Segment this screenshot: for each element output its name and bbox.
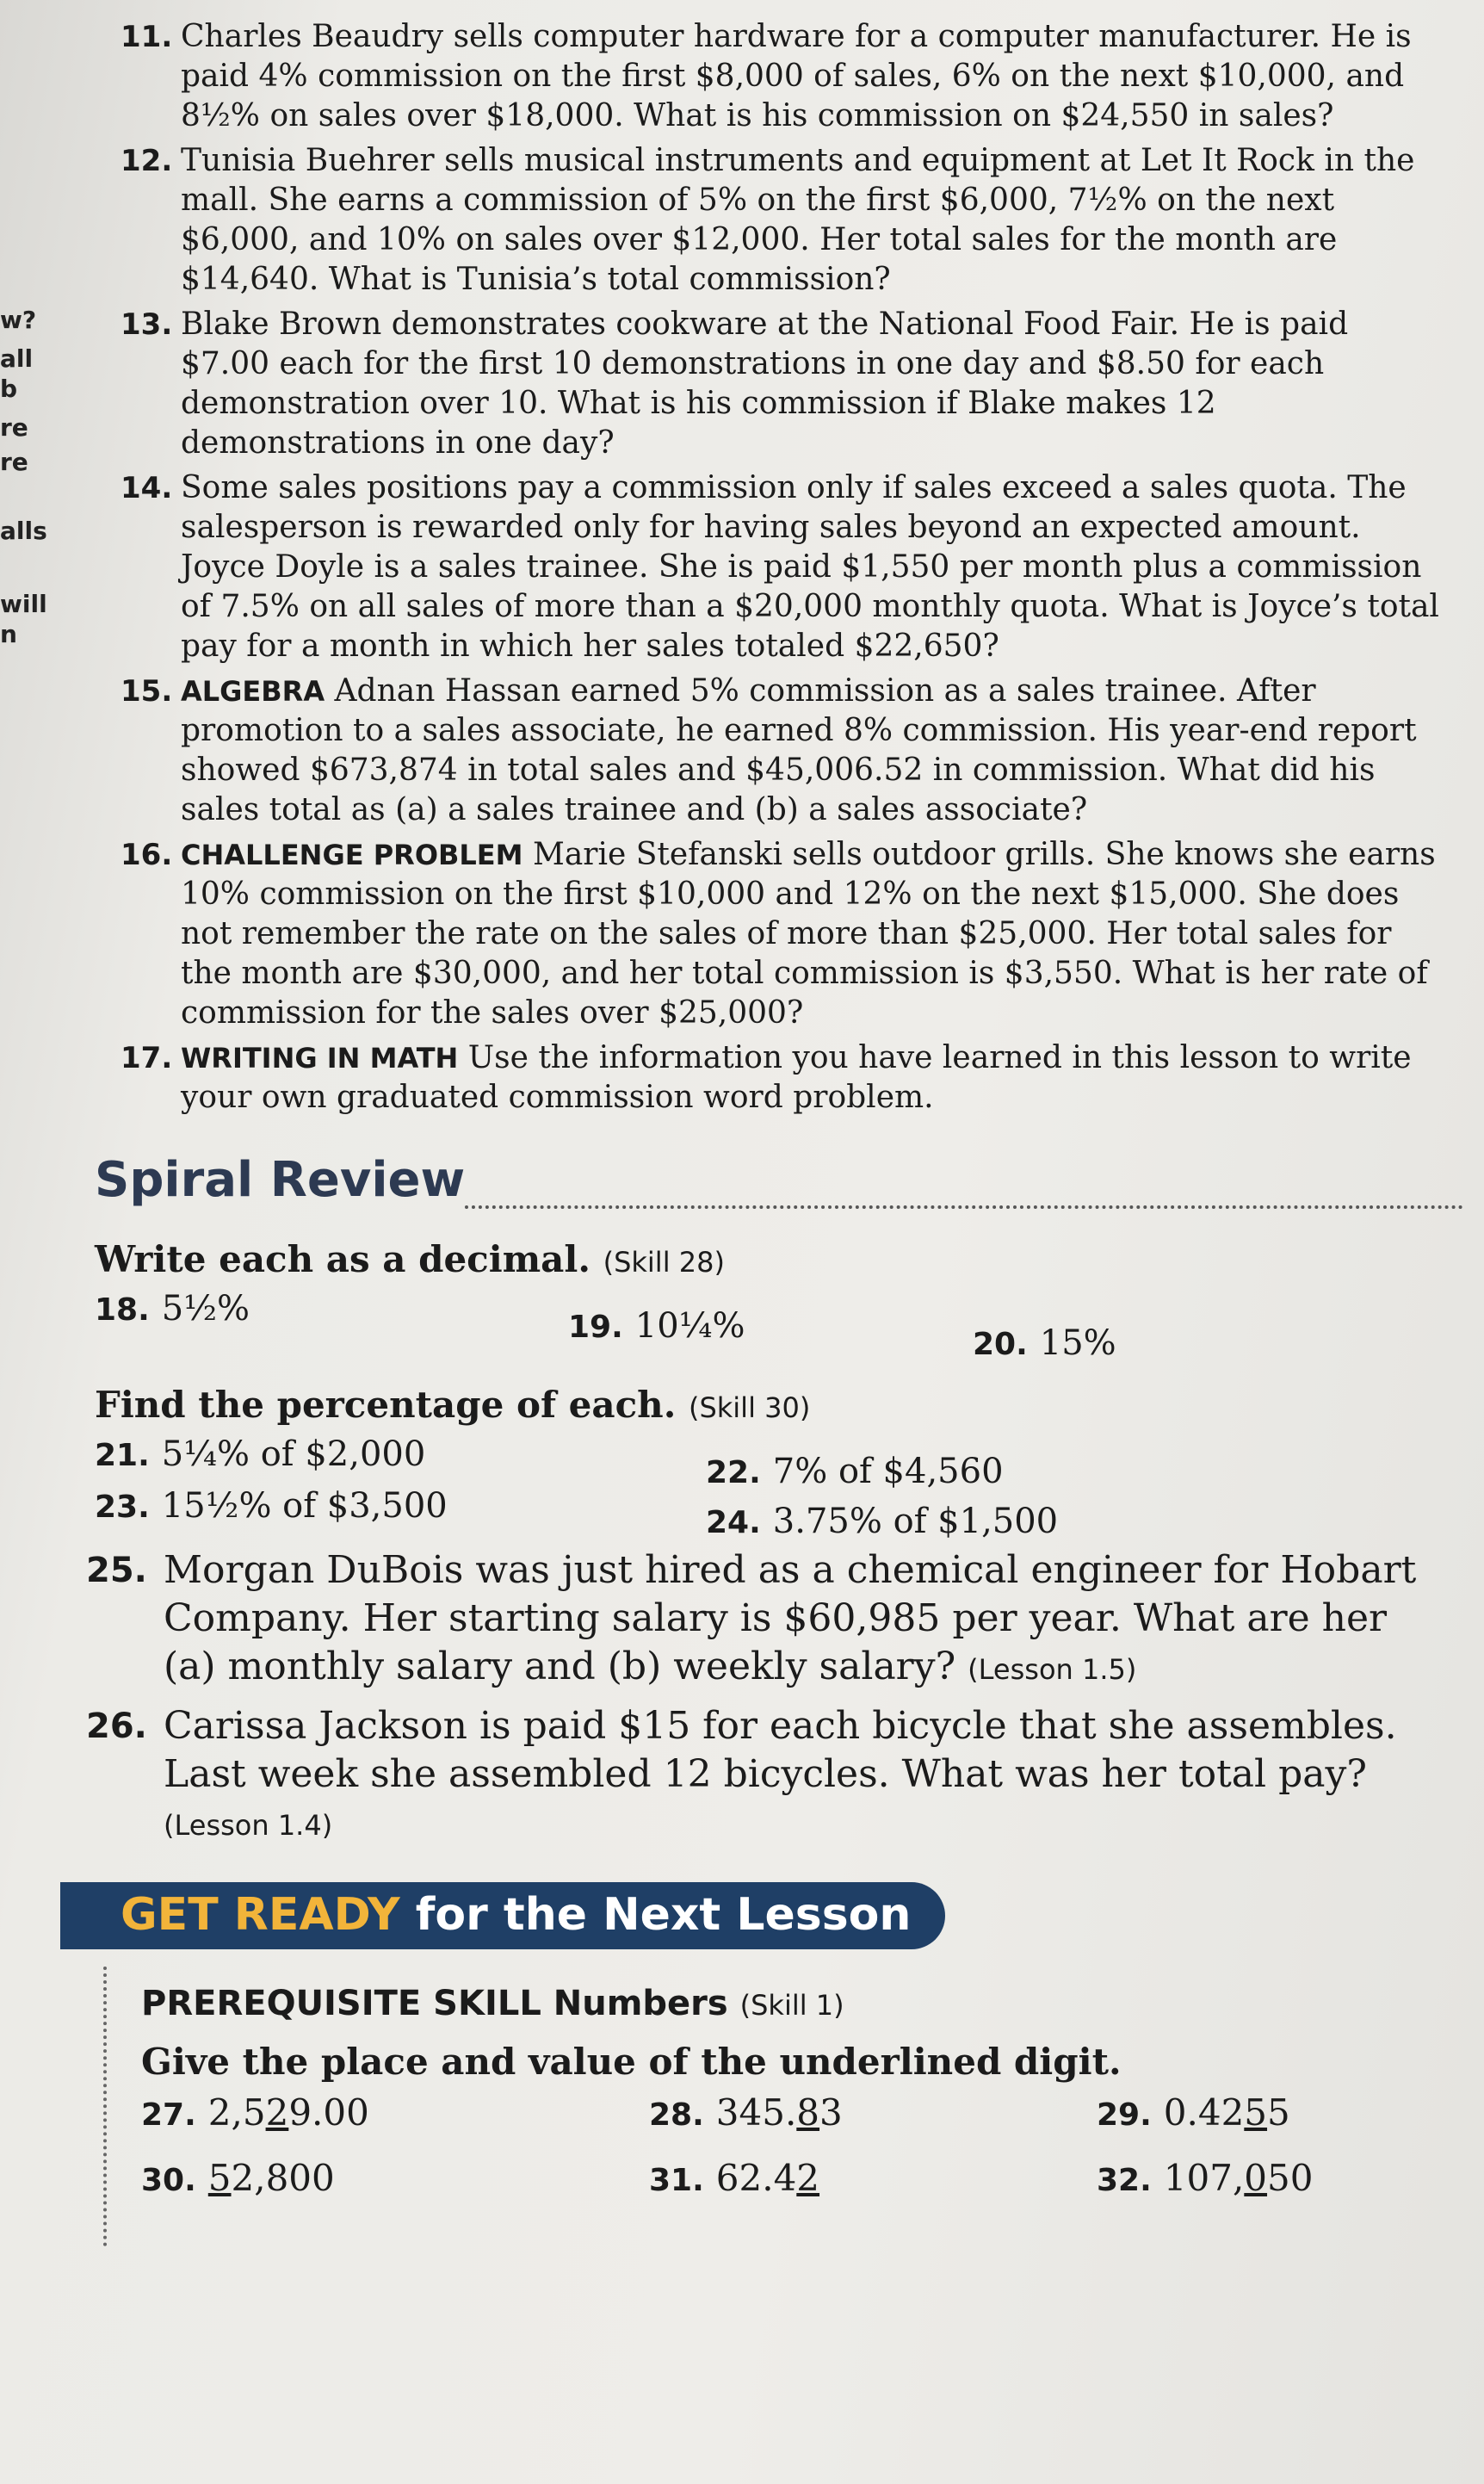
banner-highlight: GET READY <box>121 1889 400 1941</box>
exercise-19 <box>568 1306 745 1346</box>
exercise-29 <box>1097 2091 1290 2134</box>
exercise-number: 24. <box>706 1505 761 1540</box>
digits: 62.4 <box>715 2157 797 2199</box>
digits: 107, <box>1163 2157 1245 2199</box>
digits: 2,5 <box>207 2091 266 2134</box>
exercise-text: 5½% <box>161 1289 250 1329</box>
banner-text: for the Next Lesson <box>415 1889 912 1941</box>
underlined-digit: 2 <box>265 2091 289 2134</box>
underlined-digit: 0 <box>1244 2157 1268 2199</box>
problem-number: 17. <box>121 1041 173 1075</box>
prerequisite-heading <box>141 1984 1446 2023</box>
problem-17 <box>86 1038 1446 1118</box>
exercise-22 <box>706 1452 1004 1491</box>
underlined-digit: 8 <box>796 2091 820 2134</box>
margin-fragment: all <box>0 344 34 373</box>
exercise-23 <box>95 1486 448 1526</box>
margin-fragment: will <box>0 590 47 618</box>
digits: 0.42 <box>1163 2091 1245 2134</box>
exercise-number: 26. <box>86 1707 147 1746</box>
margin-fragment: alls <box>0 517 47 545</box>
lesson-reference: (Lesson 1.4) <box>164 1809 333 1842</box>
get-ready-banner <box>60 1882 945 1949</box>
margin-fragment: re <box>0 448 28 476</box>
margin-fragment: b <box>0 375 18 403</box>
exercise-number: 27. <box>141 2097 196 2133</box>
underlined-digit: 2 <box>796 2157 820 2199</box>
problem-text: Adnan Hassan earned 5% commission as a sales trainee. After promotion to a sales associate, he earned 8% commission. His year-end report showed $673,874 in total sales and $45,006.52 in commission. What did his sales total as (a) a sales trainee and (b) a sales associate? <box>181 673 1417 827</box>
skill-reference: (Skill 30) <box>688 1391 811 1424</box>
problem-number: 14. <box>121 471 173 505</box>
problem-text: Use the information you have learned in this lesson to write your own graduated commission word problem. <box>181 1040 1412 1115</box>
exercise-text: 15% <box>1039 1323 1116 1363</box>
problem-number: 16. <box>121 838 173 872</box>
problem-15 <box>86 672 1446 830</box>
exercise-28 <box>649 2091 843 2134</box>
problem-text: Some sales positions pay a commission only if sales exceed a sales quota. The salesperson is rewarded only for having sales beyond an expected amount. Joyce Doyle is a sales trainee. She is paid $1,550 per month plus a commission of 7.5% on all sales of more than a $20,000 monthly quota. What is Joyce’s total pay for a month in which her sales totaled $22,650? <box>181 470 1439 664</box>
underlined-digit: 5 <box>1244 2091 1268 2134</box>
underlined-digit: 5 <box>207 2157 232 2199</box>
prerequisite-label: PREREQUISITE SKILL Numbers <box>141 1984 728 2023</box>
exercise-text: 5¼% of $2,000 <box>161 1434 426 1474</box>
directions-text: Find the percentage of each. <box>95 1384 677 1426</box>
exercise-number: 20. <box>973 1327 1028 1362</box>
exercise-number: 28. <box>649 2097 704 2133</box>
problem-tag: WRITING IN MATH <box>181 1042 459 1075</box>
exercise-30 <box>141 2157 335 2199</box>
dotted-divider <box>465 1205 1463 1209</box>
problem-13 <box>86 305 1446 463</box>
spiral-review-header <box>86 1143 1446 1221</box>
problem-11 <box>86 17 1446 136</box>
problem-16 <box>86 835 1446 1033</box>
lesson-reference: (Lesson 1.5) <box>968 1653 1137 1686</box>
directions-decimal <box>95 1238 1446 1280</box>
problem-number: 12. <box>121 144 173 178</box>
exercise-27 <box>141 2091 369 2134</box>
problem-text: Marie Stefanski sells outdoor grills. She knows she earns 10% commission on the first $10,000 and 12% on the next $15,000. She does not remember the rate on the sales of more than $25,000. Her total sales for the month are $30,000, and her total commission is $3,550. What is her rate of commission for the sales over $25,000? <box>181 837 1436 1031</box>
directions-percentage <box>95 1384 1446 1426</box>
decimal-exercises <box>86 1289 1446 1366</box>
digits: 9.00 <box>288 2091 369 2134</box>
skill-reference: (Skill 1) <box>739 1989 844 2022</box>
exercise-32 <box>1097 2157 1313 2199</box>
problem-number: 11. <box>121 20 173 54</box>
directions-text: Write each as a decimal. <box>95 1238 591 1280</box>
exercise-number: 18. <box>95 1292 150 1328</box>
exercise-text: 3.75% of $1,500 <box>772 1502 1059 1541</box>
margin-fragment: re <box>0 413 28 442</box>
exercise-number: 22. <box>706 1455 761 1490</box>
problem-text: Tunisia Buehrer sells musical instruments and equipment at Let It Rock in the mall. She earns a commission of 5% on the first $6,000, 7½% on the next $6,000, and 10% on sales over $12,000. Her total sales for the month are $14,640. What is Tunisia’s total commission? <box>181 143 1415 297</box>
exercise-text: Morgan DuBois was just hired as a chemical engineer for Hobart Company. Her starting salary is $60,985 per year. What are her (a) monthly salary and (b) weekly salary? <box>164 1548 1417 1688</box>
digits: 3 <box>819 2091 843 2134</box>
margin-fragment: n <box>0 620 17 648</box>
exercise-text: Carissa Jackson is paid $15 for each bicycle that she assembles. Last week she assembled 12 bicycles. What was her total pay? <box>164 1704 1397 1796</box>
exercise-number: 23. <box>95 1490 150 1525</box>
exercise-25 <box>86 1546 1446 1694</box>
digits: 345. <box>715 2091 797 2134</box>
exercise-number: 31. <box>649 2163 704 2198</box>
next-lesson-section <box>103 1967 1446 2246</box>
exercise-number: 19. <box>568 1310 623 1345</box>
exercise-text: 15½% of $3,500 <box>161 1486 448 1526</box>
directions-place-value: Give the place and value of the underlined digit. <box>141 2041 1122 2083</box>
digits: 50 <box>1267 2157 1314 2199</box>
exercise-24 <box>706 1502 1058 1541</box>
exercise-text: 7% of $4,560 <box>772 1452 1004 1491</box>
spiral-review-title: Spiral Review <box>95 1152 466 1208</box>
exercise-number: 21. <box>95 1438 150 1473</box>
exercise-text: 10¼% <box>634 1306 745 1346</box>
problem-tag: ALGEBRA <box>181 675 325 708</box>
exercise-31 <box>649 2157 819 2199</box>
problem-12 <box>86 141 1446 300</box>
exercise-number: 32. <box>1097 2163 1152 2198</box>
exercise-number: 29. <box>1097 2097 1152 2133</box>
problem-text: Charles Beaudry sells computer hardware for a computer manufacturer. He is paid 4% commission on the first $8,000 of sales, 6% on the next $10,000, and 8½% on sales over $18,000. What is his commission on $24,550 in sales? <box>181 19 1412 133</box>
exercise-21 <box>95 1434 425 1474</box>
skill-reference: (Skill 28) <box>603 1246 725 1279</box>
place-value-exercises <box>141 2091 1446 2221</box>
problem-number: 13. <box>121 307 173 342</box>
page-content <box>86 17 1446 2246</box>
problem-tag: CHALLENGE PROBLEM <box>181 839 523 871</box>
exercise-26 <box>86 1702 1446 1849</box>
exercise-18 <box>95 1289 250 1329</box>
percentage-exercises <box>86 1434 1446 1541</box>
problem-number: 15. <box>121 674 173 709</box>
digits: 5 <box>1267 2091 1290 2134</box>
margin-fragment: w? <box>0 306 37 334</box>
problem-14 <box>86 468 1446 666</box>
exercise-number: 25. <box>86 1551 147 1590</box>
exercise-20 <box>973 1323 1116 1363</box>
problem-text: Blake Brown demonstrates cookware at the National Food Fair. He is paid $7.00 each for the first 10 demonstrations in one day and $8.50 for each demonstration over 10. What is his commission if Blake makes 12 demonstrations in one day? <box>181 307 1349 461</box>
exercise-number: 30. <box>141 2163 196 2198</box>
digits: 2,800 <box>231 2157 335 2199</box>
